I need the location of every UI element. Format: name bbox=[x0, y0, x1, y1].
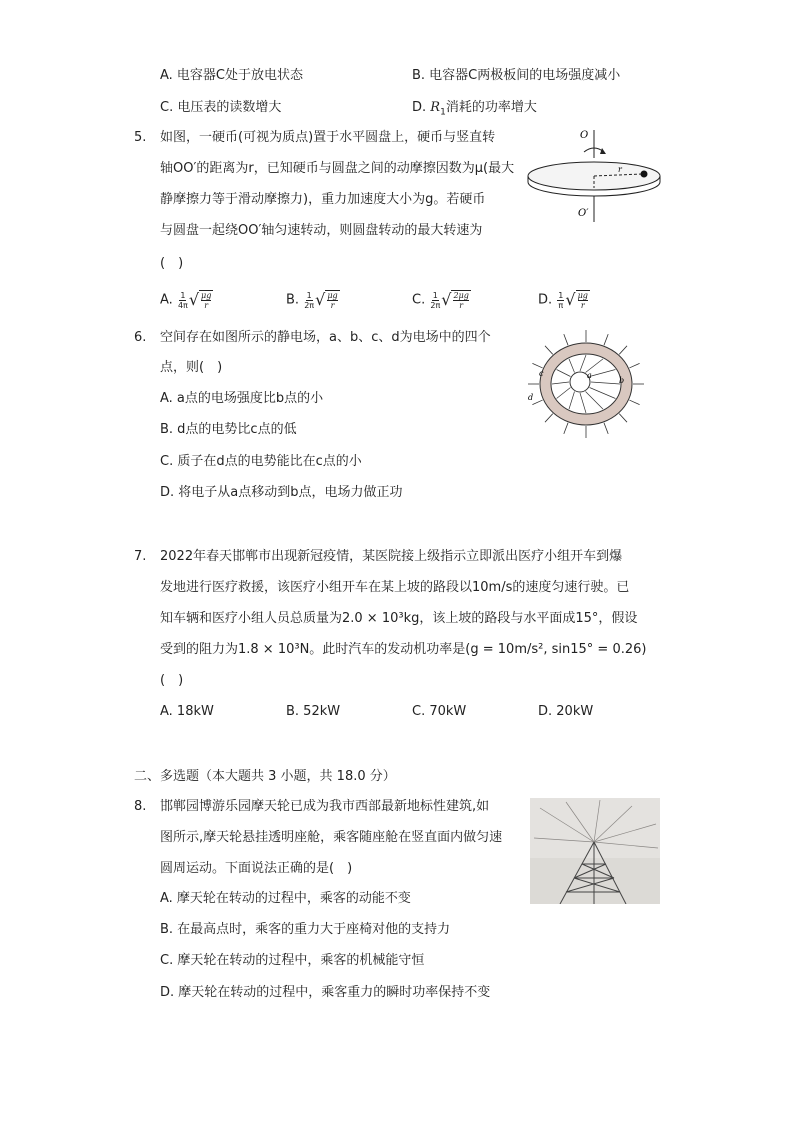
radicand-fraction bbox=[576, 290, 590, 310]
q5-line-1: 如图，一硬币(可视为质点)置于水平圆盘上，硬币与竖直转 bbox=[160, 130, 496, 145]
label-o-prime: O′ bbox=[578, 208, 589, 219]
radical-sign-icon: √ bbox=[188, 290, 200, 309]
q8-option-a: A. 摩天轮在转动的过程中，乘客的动能不变 bbox=[160, 891, 411, 906]
q6-option-c: C. 质子在d点的电势能比在c点的小 bbox=[160, 454, 362, 469]
option-label: A. bbox=[160, 292, 173, 308]
outer-field-line bbox=[619, 346, 627, 354]
q4-option-d-symbol: R bbox=[430, 100, 441, 115]
rotation-arrow-head bbox=[600, 148, 606, 154]
label-c: c bbox=[539, 369, 544, 378]
radical-sign-icon: √ bbox=[565, 290, 576, 309]
q5-line-4: 与圆盘一起绕OO′轴匀速转动，则圆盘转动的最大转速为 bbox=[160, 223, 483, 238]
q4-option-d bbox=[412, 98, 537, 123]
coefficient-denominator: 4π bbox=[177, 300, 188, 310]
q4-option-d-subscript: 1 bbox=[440, 107, 446, 118]
radicand-fraction bbox=[451, 290, 470, 310]
coefficient-fraction bbox=[557, 291, 564, 310]
radicand-fraction bbox=[325, 290, 339, 310]
photo-lower-shade bbox=[530, 858, 660, 904]
q6-line-1: 空间存在如图所示的静电场，a、b、c、d为电场中的四个 bbox=[160, 330, 491, 345]
label-b: b bbox=[619, 376, 625, 385]
q7-line-3: 知车辆和医疗小组人员总质量为2.0 × 10³kg，该上坡的路段与水平面成15°，假设 bbox=[160, 611, 638, 626]
q5-option-b bbox=[286, 290, 340, 311]
q4-option-d-prefix: D. bbox=[412, 100, 431, 115]
coin bbox=[641, 171, 648, 178]
q6-line-2: 点，则( ) bbox=[160, 360, 223, 375]
option-label: C. bbox=[412, 292, 426, 308]
square-root bbox=[315, 290, 340, 310]
coefficient-fraction bbox=[304, 291, 314, 310]
coefficient-numerator: 1 bbox=[306, 290, 312, 300]
coefficient-fraction bbox=[178, 291, 188, 310]
inner-ring bbox=[551, 354, 621, 414]
radicand-denominator: r bbox=[580, 301, 585, 310]
q5-disc-figure bbox=[526, 126, 666, 226]
q5-line-2: 轴OO′的距离为r，已知硬币与圆盘之间的动摩擦因数为μ(最大 bbox=[160, 161, 515, 176]
outer-field-line bbox=[545, 346, 553, 354]
q6-option-d: D. 将电子从a点移动到b点，电场力做正功 bbox=[160, 485, 403, 500]
outer-field-line bbox=[532, 400, 542, 405]
q8-line-3: 圆周运动。下面说法正确的是( ) bbox=[160, 861, 353, 876]
square-root bbox=[565, 290, 590, 310]
label-r: r bbox=[618, 165, 622, 174]
radicand-numerator: μg bbox=[577, 291, 588, 300]
outer-field-line bbox=[564, 423, 568, 434]
coefficient-fraction bbox=[430, 291, 440, 310]
q5-option-c bbox=[412, 290, 471, 311]
outer-field-line bbox=[619, 414, 627, 422]
q7-line-2: 发地进行医疗救援，该医疗小组开车在某上坡的路段以10m/s的速度匀速行驶。已 bbox=[160, 580, 630, 595]
q8-line-2: 图所示,摩天轮悬挂透明座舱，乘客随座舱在竖直面内做匀速 bbox=[160, 830, 503, 845]
q7-option-c: C. 70kW bbox=[412, 704, 467, 719]
square-root bbox=[189, 290, 214, 310]
q4-option-c: C. 电压表的读数增大 bbox=[160, 100, 282, 115]
label-d: d bbox=[528, 393, 534, 402]
q6-option-a: A. a点的电场强度比b点的小 bbox=[160, 391, 324, 406]
q5-option-d bbox=[538, 290, 590, 311]
q7-option-a: A. 18kW bbox=[160, 704, 214, 719]
option-label: B. bbox=[286, 292, 300, 308]
radicand-numerator: μg bbox=[327, 291, 338, 300]
q4-option-b: B. 电容器C两极板间的电场强度减小 bbox=[412, 68, 621, 83]
q5-option-a bbox=[160, 290, 213, 311]
q8-ferris-wheel-photo bbox=[530, 798, 660, 904]
square-root bbox=[441, 290, 471, 310]
q6-option-b: B. d点的电势比c点的低 bbox=[160, 422, 297, 437]
section-2-title: 二、多选题（本大题共 3 小题，共 18.0 分） bbox=[134, 769, 396, 784]
label-a: a bbox=[587, 371, 592, 380]
label-o: O bbox=[580, 130, 589, 141]
q6-field-figure bbox=[526, 328, 646, 440]
radicand-denominator: r bbox=[459, 301, 464, 310]
radicand-denominator: r bbox=[330, 301, 335, 310]
option-label: D. bbox=[538, 292, 553, 308]
q5-line-5: ( ) bbox=[160, 256, 184, 271]
outer-field-line bbox=[604, 423, 608, 434]
coefficient-denominator: π bbox=[558, 300, 564, 310]
radicand-numerator: 2μg bbox=[453, 291, 469, 300]
q4-option-d-rest: 消耗的功率增大 bbox=[445, 100, 537, 115]
outer-field-line bbox=[564, 334, 568, 345]
coefficient-numerator: 1 bbox=[180, 290, 186, 300]
radical-sign-icon: √ bbox=[315, 290, 326, 309]
q5-line-3: 静摩擦力等于滑动摩擦力)，重力加速度大小为g。若硬币 bbox=[160, 192, 486, 207]
q8-option-d: D. 摩天轮在转动的过程中，乘客重力的瞬时功率保持不变 bbox=[160, 985, 491, 1000]
q7-option-b: B. 52kW bbox=[286, 704, 341, 719]
q8-line-1: 邯郸园博游乐园摩天轮已成为我市西部最新地标性建筑,如 bbox=[160, 799, 490, 814]
q7-line-1: 2022年春天邯郸市出现新冠疫情，某医院接上级指示立即派出医疗小组开车到爆 bbox=[160, 549, 623, 564]
radicand-denominator: r bbox=[204, 301, 209, 310]
radicand-fraction bbox=[199, 290, 213, 310]
radical-sign-icon: √ bbox=[441, 290, 452, 309]
coefficient-numerator: 1 bbox=[432, 290, 438, 300]
q5-number: 5. bbox=[134, 130, 147, 145]
coefficient-denominator: 2π bbox=[430, 300, 441, 310]
q6-number: 6. bbox=[134, 330, 147, 345]
coefficient-numerator: 1 bbox=[558, 290, 564, 300]
q7-line-5: ( ) bbox=[160, 673, 184, 688]
radicand-numerator: μg bbox=[201, 291, 212, 300]
q7-option-d: D. 20kW bbox=[538, 704, 594, 719]
coefficient-denominator: 2π bbox=[304, 300, 315, 310]
outer-field-line bbox=[629, 363, 639, 368]
outer-field-line bbox=[604, 334, 608, 345]
q8-number: 8. bbox=[134, 799, 147, 814]
q4-option-a: A. 电容器C处于放电状态 bbox=[160, 68, 304, 83]
q8-option-b: B. 在最高点时，乘客的重力大于座椅对他的支持力 bbox=[160, 922, 451, 937]
outer-field-line bbox=[532, 363, 542, 368]
outer-field-line bbox=[629, 400, 639, 405]
outer-field-line bbox=[545, 414, 553, 422]
q7-line-4: 受到的阻力为1.8 × 10³N。此时汽车的发动机功率是(g = 10m/s², sin15° = 0.26) bbox=[160, 642, 647, 657]
q8-option-c: C. 摩天轮在转动的过程中，乘客的机械能守恒 bbox=[160, 953, 425, 968]
q7-number: 7. bbox=[134, 549, 147, 564]
